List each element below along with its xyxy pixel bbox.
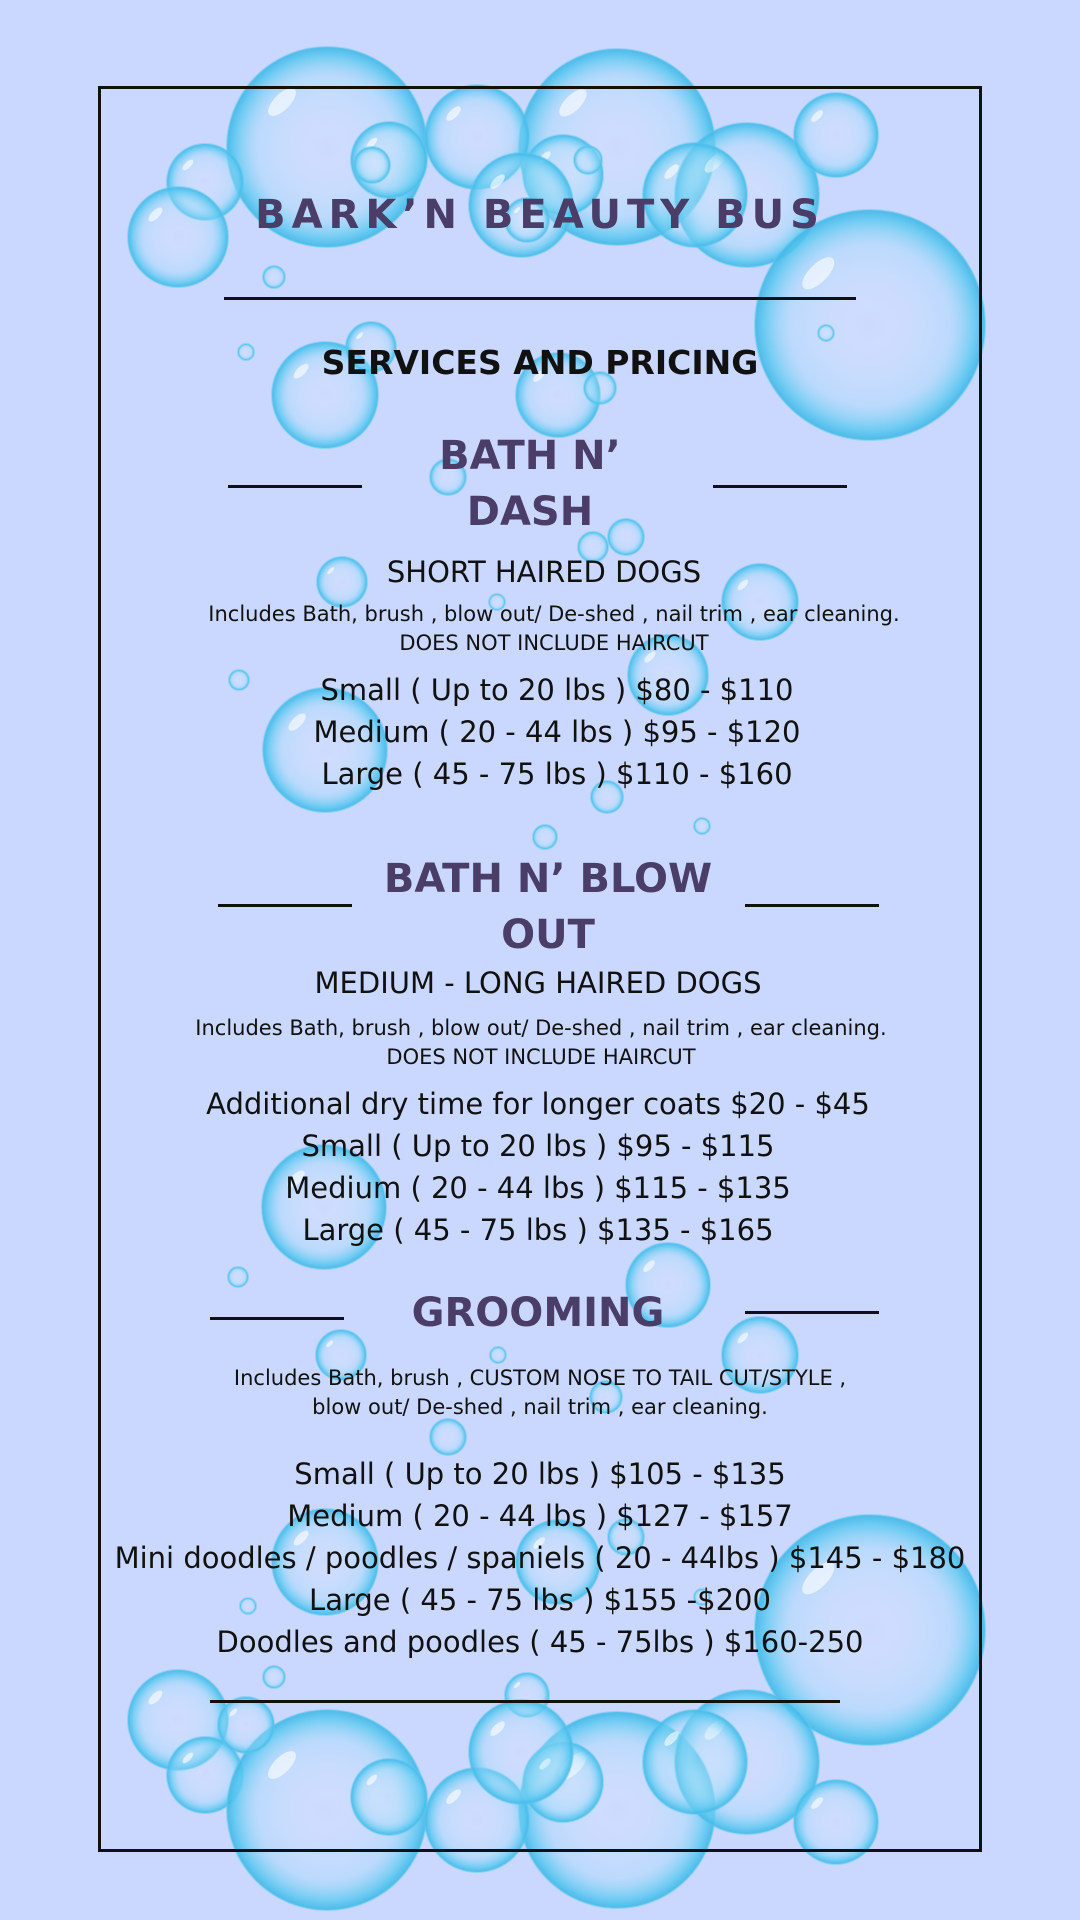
includes-line: Includes Bath, brush , blow out/ De-shed , nail trim , ear cleaning. [208,602,900,626]
section-title-bath-n-dash [0,428,1070,540]
includes-line: Includes Bath, brush , CUSTOM NOSE TO TAIL CUT/STYLE , [233,1366,847,1390]
price-line: Doodles and poodles ( 45 - 75lbs ) $160-250 [216,1625,864,1659]
title-divider [224,297,856,300]
price-line: Medium ( 20 - 44 lbs ) $115 - $135 [285,1171,791,1205]
includes-line: DOES NOT INCLUDE HAIRCUT [386,1045,696,1069]
business-title: BARK’N BEAUTY BUS [255,192,825,238]
price-line: Small ( Up to 20 lbs ) $105 - $135 [294,1457,786,1491]
includes-text [1,1014,1080,1072]
price-line: Mini doodles / poodles / spaniels ( 20 - 44lbs ) $145 - $180 [114,1541,966,1575]
price-line: Additional dry time for longer coats $20 - $45 [206,1087,870,1121]
section-title-line: BATH N’ [439,433,621,479]
includes-line: blow out/ De-shed , nail trim , ear cleaning. [312,1395,768,1419]
price-list [0,1083,1078,1251]
price-line: Large ( 45 - 75 lbs ) $110 - $160 [321,757,793,791]
includes-text [0,1364,1080,1422]
price-line: Large ( 45 - 75 lbs ) $135 - $165 [302,1213,774,1247]
price-line: Small ( Up to 20 lbs ) $95 - $115 [301,1129,775,1163]
includes-text [14,600,1080,658]
section-title-line: DASH [466,489,594,535]
price-list [17,669,1080,795]
section-title-line: OUT [501,912,595,958]
section-title-bath-n-blow-out [8,851,1080,963]
price-line: Medium ( 20 - 44 lbs ) $127 - $157 [287,1499,793,1533]
dog-type-short-haired: SHORT HAIRED DOGS [386,555,702,589]
bottom-divider [210,1700,840,1703]
price-line: Large ( 45 - 75 lbs ) $155 -$200 [309,1583,771,1617]
includes-line: Includes Bath, brush , blow out/ De-shed , nail trim , ear cleaning. [195,1016,887,1040]
services-heading: SERVICES AND PRICING [321,343,759,382]
section-title-grooming [0,1285,1078,1341]
section-title-line: GROOMING [411,1290,665,1336]
price-line: Small ( Up to 20 lbs ) $80 - $110 [320,673,794,707]
section-title-line: BATH N’ BLOW [383,856,713,902]
includes-line: DOES NOT INCLUDE HAIRCUT [399,631,709,655]
dog-type-medium-long-haired: MEDIUM - LONG HAIRED DOGS [314,966,762,1000]
price-list [0,1453,1080,1663]
price-line: Medium ( 20 - 44 lbs ) $95 - $120 [313,715,801,749]
